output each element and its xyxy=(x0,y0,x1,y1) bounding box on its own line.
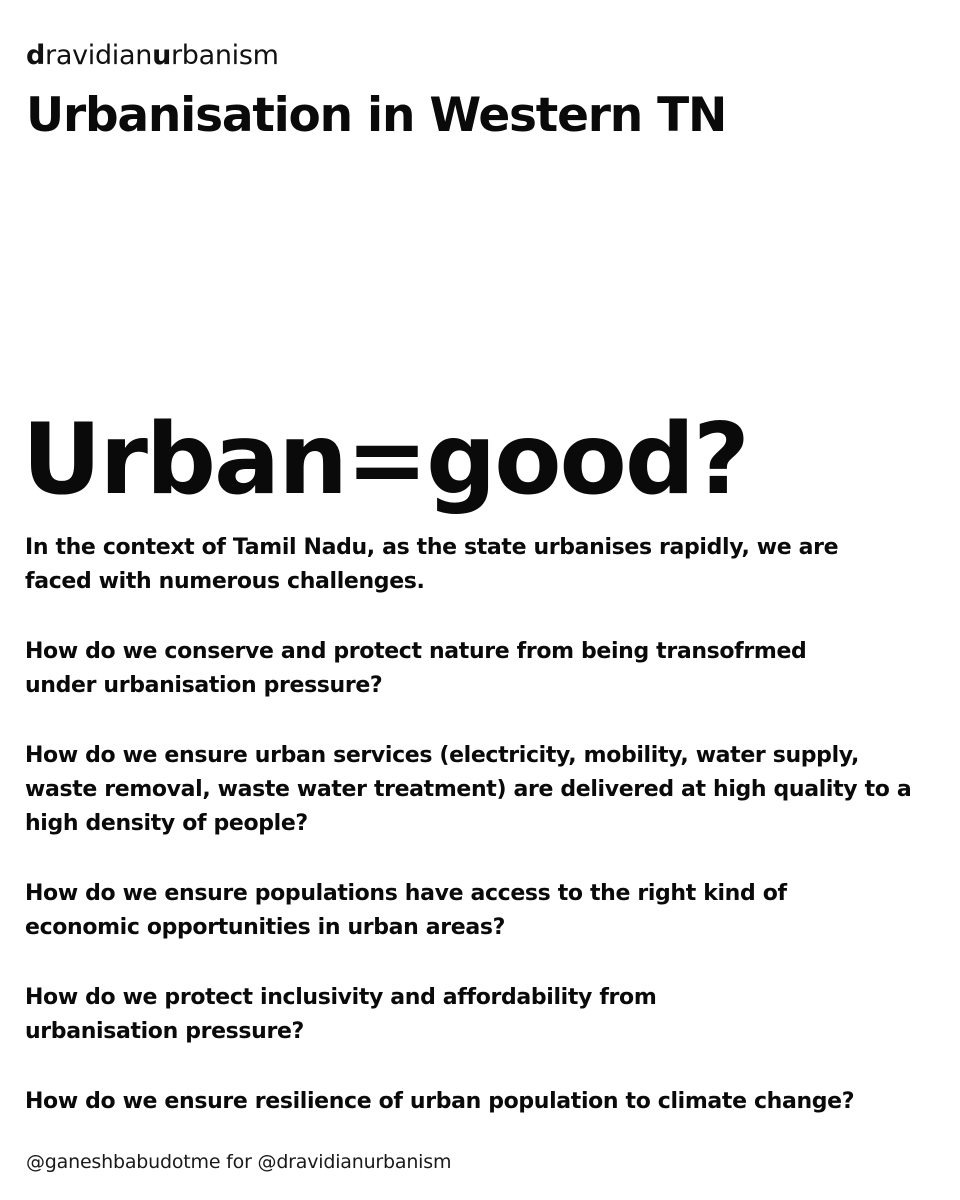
brand-d: d xyxy=(26,40,46,71)
paragraph-line: In the context of Tamil Nadu, as the state urbanises rapidly, we are xyxy=(25,535,839,560)
paragraph-line: How do we ensure urban services (electricity, mobility, water supply, xyxy=(25,743,860,768)
paragraph-line: under urbanisation pressure? xyxy=(25,673,383,698)
paragraph-services xyxy=(25,739,945,841)
paragraph-line: How do we ensure populations have access to the right kind of xyxy=(25,881,787,906)
paragraph-economy xyxy=(25,877,945,945)
page-title: Urbanisation in Western TN xyxy=(26,88,727,143)
brand-ravidian: ravidian xyxy=(45,40,153,71)
brand-u: u xyxy=(152,40,171,71)
paragraph-line: How do we ensure resilience of urban population to climate change? xyxy=(25,1089,855,1114)
hero-heading: Urban=good? xyxy=(22,403,748,517)
paragraph-line: high density of people? xyxy=(25,811,308,836)
paragraph-inclusivity xyxy=(25,981,945,1049)
body-text xyxy=(25,531,945,1155)
brand-wordmark xyxy=(26,38,279,74)
paragraph-line: urbanisation pressure? xyxy=(25,1019,304,1044)
paragraph-line: How do we conserve and protect nature from being transofrmed xyxy=(25,639,807,664)
brand-rbanism: rbanism xyxy=(170,40,279,71)
paragraph-line: economic opportunities in urban areas? xyxy=(25,915,506,940)
paragraph-context xyxy=(25,531,945,599)
footer-credit: @ganeshbabudotme for @dravidianurbanism xyxy=(26,1151,452,1173)
paragraph-resilience xyxy=(25,1085,945,1119)
paragraph-line: faced with numerous challenges. xyxy=(25,569,425,594)
paragraph-line: How do we protect inclusivity and affordability from xyxy=(25,985,657,1010)
paragraph-nature xyxy=(25,635,945,703)
paragraph-line: waste removal, waste water treatment) are delivered at high quality to a xyxy=(25,777,912,802)
